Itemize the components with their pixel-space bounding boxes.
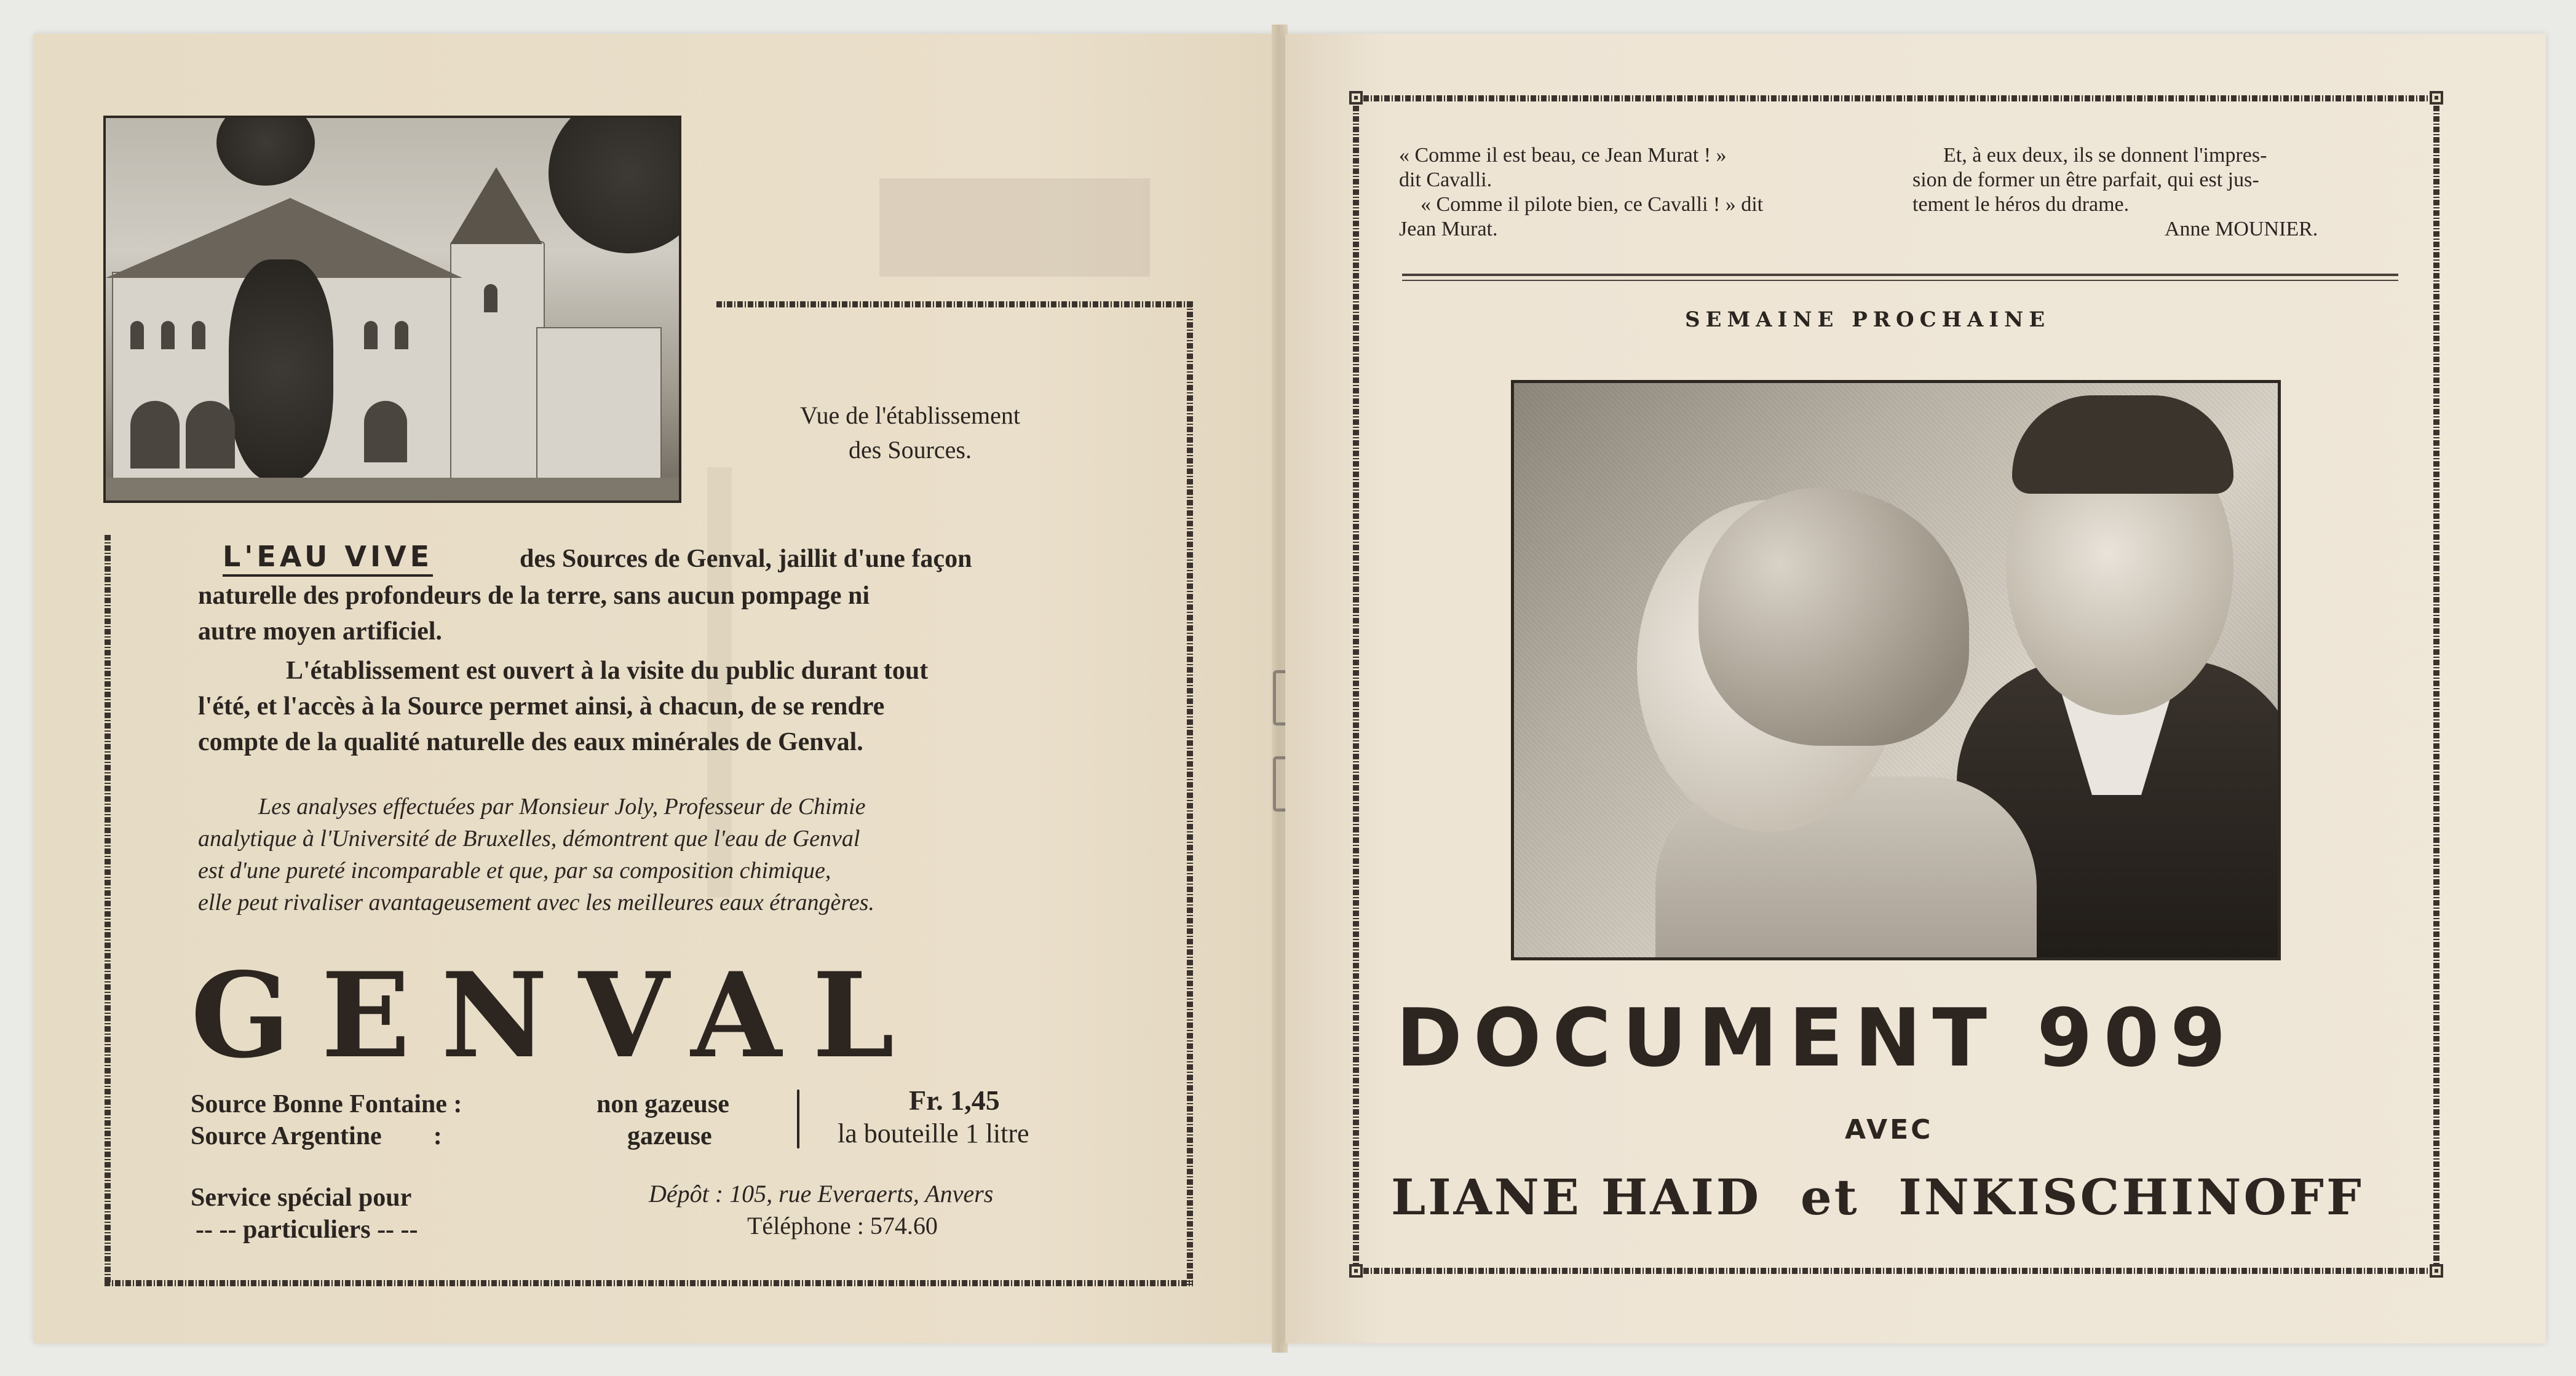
- semaine-prochaine: SEMAINE PROCHAINE: [1685, 307, 2051, 332]
- tree: [549, 116, 681, 253]
- border-bottom: [105, 1280, 1193, 1286]
- leau-vive-line: des Sources de Genval, jaillit d'une façon: [520, 545, 972, 573]
- caption-line: Vue de l'établissement: [799, 401, 1021, 429]
- visit-line: compte de la qualité naturelle des eaux minérales de Genval.: [198, 728, 863, 756]
- genval-brand: GENVAL: [191, 947, 925, 1084]
- arch: [130, 401, 180, 469]
- avec-label: AVEC: [1845, 1114, 1933, 1145]
- service-line: Service spécial pour: [191, 1184, 412, 1212]
- window: [130, 321, 144, 349]
- border-top: [1353, 95, 2438, 101]
- depot-address: Dépôt : 105, rue Everaerts, Anvers: [649, 1180, 994, 1208]
- border-right: [2433, 95, 2439, 1273]
- leau-vive-line: autre moyen artificiel.: [198, 617, 442, 646]
- photo-caption: [719, 398, 1101, 467]
- source-name: Source Argentine :: [191, 1122, 442, 1150]
- leau-vive-line: naturelle des profondeurs de la terre, sans aucun pompage ni: [198, 582, 870, 610]
- window: [161, 321, 175, 349]
- visit-line: l'été, et l'accès à la Source permet ainsi, à chacun, de se rendre: [198, 692, 885, 721]
- quote-line: « Comme il pilote bien, ce Cavalli ! » dit: [1421, 193, 1764, 216]
- border-top: [716, 301, 1193, 307]
- quote-line: sion de former un être parfait, qui est jus-: [1912, 168, 2259, 191]
- analysis-line: elle peut rivaliser avantageusement avec les meilleures eaux étrangères.: [198, 890, 874, 915]
- border-left: [1353, 95, 1359, 1273]
- analysis-line: analytique à l'Université de Bruxelles, démontrent que l'eau de Genval: [198, 826, 860, 852]
- quote-line: Et, à eux deux, ils se donnent l'impres-: [1943, 144, 2267, 167]
- corner-ornament: [2430, 1264, 2443, 1278]
- source-type: gazeuse: [627, 1122, 712, 1150]
- quote-author: Anne MOUNIER.: [2165, 218, 2318, 240]
- tower-roof: [450, 167, 542, 244]
- tree: [229, 259, 333, 481]
- man-hair: [2012, 395, 2233, 494]
- arch: [186, 401, 235, 469]
- price-unit: la bouteille 1 litre: [838, 1118, 1029, 1149]
- border-bottom: [1353, 1268, 2438, 1274]
- film-actors: LIANE HAID et INKISCHINOFF: [1391, 1168, 2364, 1226]
- quote-line: tement le héros du drame.: [1912, 193, 2130, 216]
- window: [395, 321, 408, 349]
- corner-ornament: [2430, 91, 2443, 105]
- source-name: Source Bonne Fontaine :: [191, 1090, 462, 1118]
- quote-line: Jean Murat.: [1399, 218, 1498, 240]
- film-title: DOCUMENT 909: [1396, 991, 2237, 1085]
- brace-divider: [797, 1089, 799, 1149]
- window: [192, 321, 205, 349]
- film-still-photo: [1511, 380, 2281, 960]
- leau-vive-heading: L'EAU VIVE: [223, 540, 433, 577]
- ground: [106, 478, 679, 503]
- caption-line: des Sources.: [849, 436, 972, 464]
- divider-rule: [1402, 274, 2398, 276]
- price: Fr. 1,45: [909, 1085, 1000, 1116]
- building-photo: [103, 116, 681, 503]
- building-annex: [536, 327, 662, 483]
- analysis-line: Les analyses effectuées par Monsieur Joly, Professeur de Chimie: [258, 794, 866, 820]
- corner-ornament: [1349, 1264, 1363, 1278]
- building-tower: [450, 241, 545, 483]
- quote-line: « Comme il est beau, ce Jean Murat ! »: [1399, 144, 1727, 167]
- border-right: [1187, 301, 1193, 1285]
- corner-ornament: [1349, 91, 1363, 105]
- quote-line: dit Cavalli.: [1399, 168, 1492, 191]
- border-left: [105, 535, 111, 1285]
- show-through-mark: [879, 178, 1150, 277]
- source-type: non gazeuse: [596, 1090, 729, 1118]
- tree: [216, 116, 315, 186]
- window: [364, 321, 378, 349]
- divider-rule: [1402, 280, 2398, 281]
- service-line: -- -- particuliers -- --: [196, 1216, 418, 1244]
- telephone: Téléphone : 574.60: [747, 1212, 938, 1240]
- window: [484, 284, 497, 312]
- analysis-line: est d'une pureté incomparable et que, par sa composition chimique,: [198, 858, 831, 884]
- visit-line: L'établissement est ouvert à la visite du public durant tout: [286, 657, 929, 685]
- arch: [364, 401, 407, 462]
